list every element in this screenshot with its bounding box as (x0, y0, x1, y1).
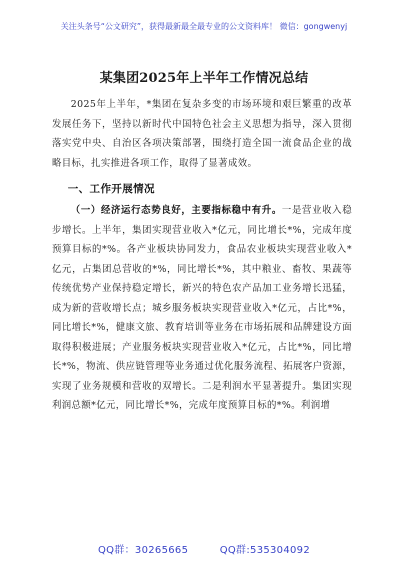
qq-group-2: QQ群:535304092 (219, 545, 310, 556)
promo-banner: 关注头条号“公文研究”，获得最新最全最专业的公文资料库！ 微信：gongwenyj (60, 22, 348, 31)
qq-group-1: QQ群：30265665 (97, 545, 189, 556)
section-paragraph (52, 201, 352, 416)
document-body (52, 95, 352, 416)
sub-section-heading: （一）经济运行态势良好，主要指标稳中有升。 (70, 205, 282, 216)
document-title: 某集团2025年上半年工作情况总结 (99, 71, 309, 86)
sub-section-text: 一是营业收入稳步增长。上半年，集团实现营业收入*亿元，同比增长*%，完成年度预算目标的*%。各产业板块协同发力，食品农业板块实现营业收入*亿元，占集团总营收的*%，同比增长*%，其中粮业、畜牧、果蔬等传统优势产业保持稳定增长，新兴的特色农产品加工业务增长迅猛，成为新的营收增长点；城乡服务板块实现营业收入*亿元，占比*%，同比增长*%，健康文旅、教育培训等业务在市场拓展和品牌建设方面取得积极进展；产业服务板块实现营业收入*亿元，占比*%，同比增长*%，物流、供应链管理等业务通过优化服务流程、拓展客户资源，实现了业务规模和营收的双增长。二是利润水平显著提升。集团实现利润总额*亿元，同比增长*%，完成年度预算目标的*%。利润增 (52, 205, 352, 411)
footer-banner (0, 541, 408, 556)
intro-paragraph: 2025年上半年，*集团在复杂多变的市场环境和艰巨繁重的改革发展任务下，坚持以新时代中国特色社会主义思想为指导，深入贯彻落实党中央、自治区各项决策部署，围绕打造全国一流食品企业的战略目标，扎实推进各项工作，取得了显著成效。 (52, 99, 352, 169)
section-heading: 一、工作开展情况 (67, 183, 155, 195)
